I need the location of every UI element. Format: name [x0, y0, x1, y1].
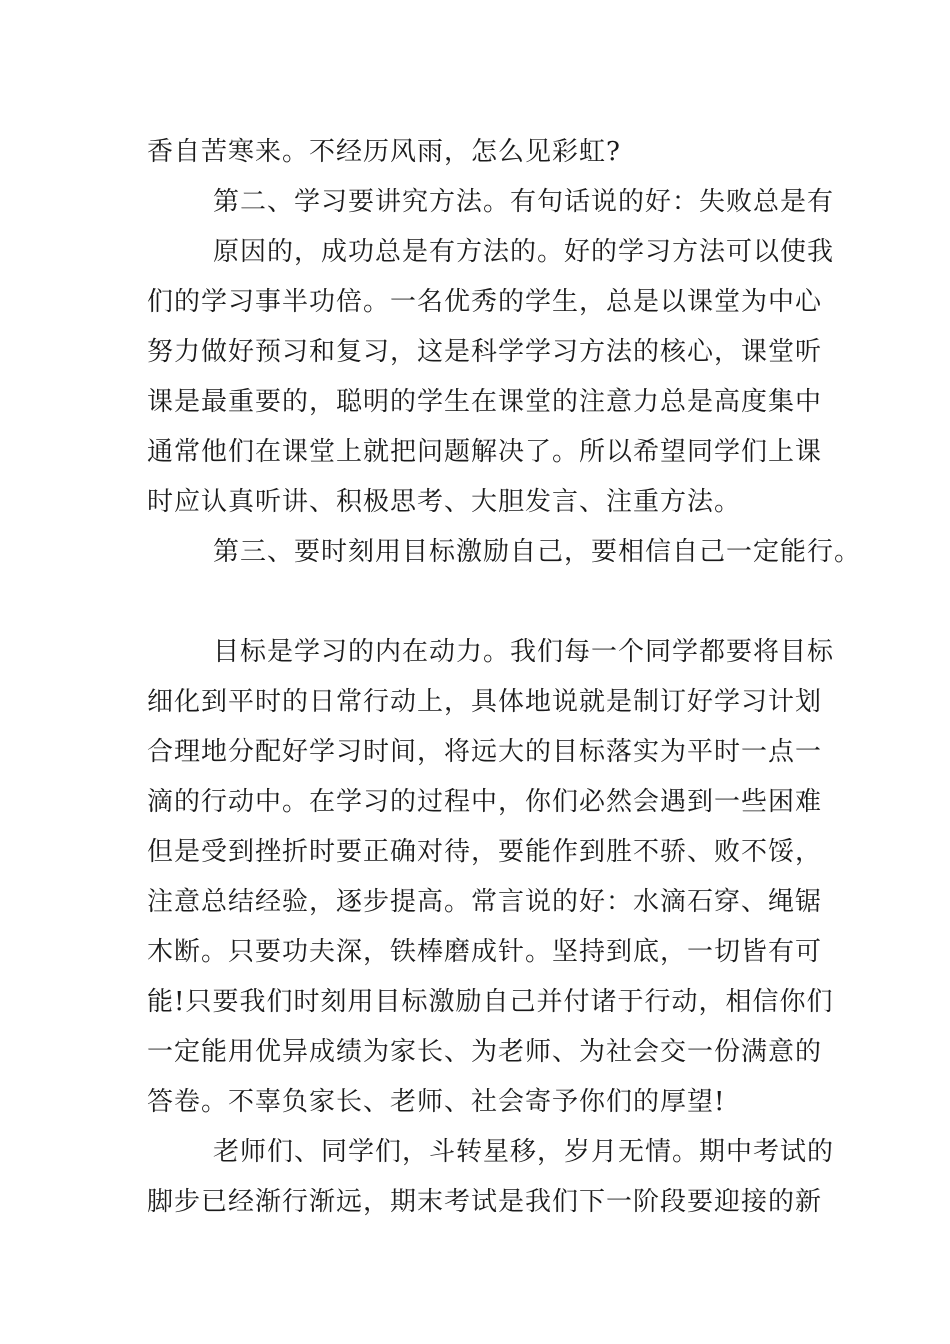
text-line: 第二、学习要讲究方法。有句话说的好：失败总是有 — [213, 187, 835, 217]
text-line: 时应认真听讲、积极思考、大胆发言、注重方法。 — [147, 487, 742, 517]
text-line: 香自苦寒来。不经历风雨，怎么见彩虹? — [147, 137, 621, 167]
text-line: 老师们、同学们，斗转星移，岁月无情。期中考试的 — [213, 1137, 835, 1167]
text-line: 但是受到挫折时要正确对待，要能作到胜不骄、败不馁， — [147, 837, 823, 867]
text-line: 细化到平时的日常行动上，具体地说就是制订好学习计划 — [147, 687, 823, 717]
text-line: 滴的行动中。在学习的过程中，你们必然会遇到一些困难 — [147, 787, 823, 817]
text-line: 原因的，成功总是有方法的。好的学习方法可以使我 — [213, 237, 835, 267]
text-line: 木断。只要功夫深，铁棒磨成针。坚持到底，一切皆有可 — [147, 937, 823, 967]
text-line: 能!只要我们时刻用目标激励自己并付诸于行动，相信你们 — [147, 987, 834, 1017]
text-line: 们的学习事半功倍。一名优秀的学生，总是以课堂为中心 — [147, 287, 823, 317]
text-line: 目标是学习的内在动力。我们每一个同学都要将目标 — [213, 637, 835, 667]
text-line: 答卷。不辜负家长、老师、社会寄予你们的厚望! — [147, 1087, 726, 1117]
text-line: 一定能用优异成绩为家长、为老师、为社会交一份满意的 — [147, 1037, 823, 1067]
text-line: 第三、要时刻用目标激励自己，要相信自己一定能行。 — [213, 537, 862, 567]
text-line: 注意总结经验，逐步提高。常言说的好：水滴石穿、绳锯 — [147, 887, 823, 917]
text-line: 课是最重要的，聪明的学生在课堂的注意力总是高度集中 — [147, 387, 823, 417]
text-line: 努力做好预习和复习，这是科学学习方法的核心，课堂听 — [147, 337, 823, 367]
text-line: 通常他们在课堂上就把问题解决了。所以希望同学们上课 — [147, 437, 823, 467]
text-line: 脚步已经渐行渐远，期末考试是我们下一阶段要迎接的新 — [147, 1187, 823, 1217]
text-line: 合理地分配好学习时间，将远大的目标落实为平时一点一 — [147, 737, 823, 767]
